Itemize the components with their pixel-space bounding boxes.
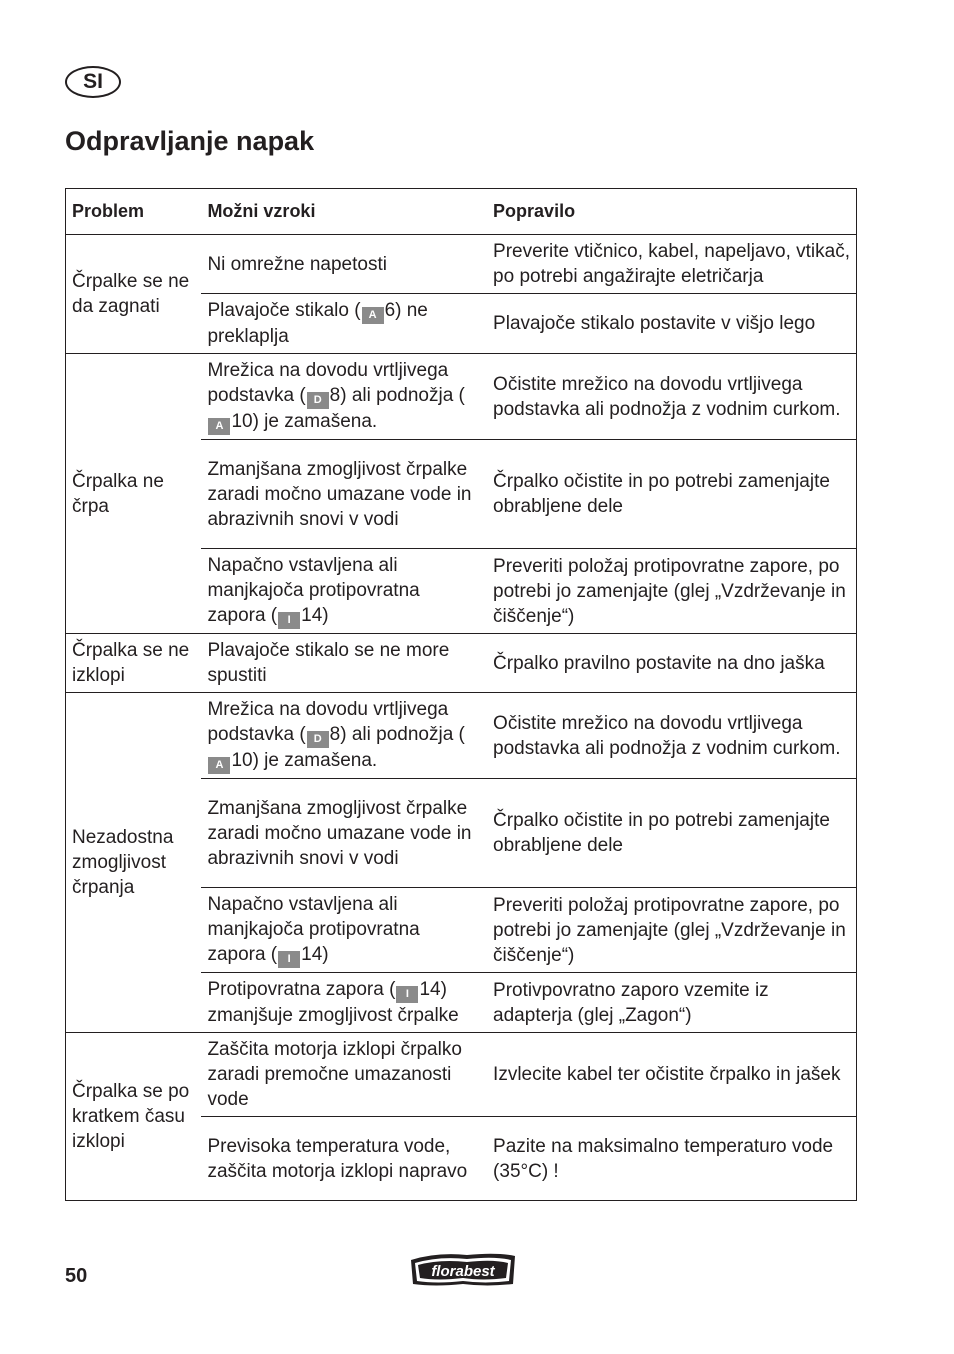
fix-cell: Črpalko pravilno postavite na dno jaška: [487, 634, 856, 693]
cause-cell: [201, 1033, 487, 1117]
cause-cell: [201, 693, 487, 779]
cause-text: 14): [301, 605, 329, 626]
cause-text: 8) ali podnožja (: [329, 724, 465, 745]
cause-cell: [201, 354, 487, 440]
problem-cell: Črpalka se po kratkem času izklopi: [66, 1033, 202, 1201]
cause-text: Napačno vstavljena ali manjkajoča protipovratna zapora (: [207, 894, 420, 965]
cause-text: 8) ali podnožja (: [329, 385, 465, 406]
cause-text: Ni omrežne napetosti: [207, 253, 387, 275]
fix-cell: Protivpovratno zaporo vzemite iz adapterja (glej „Zagon“): [487, 973, 856, 1033]
cause-text: Zaščita motorja izklopi črpalko zaradi premočne umazanosti vode: [207, 1039, 462, 1110]
figure-reference-icon: D: [307, 392, 329, 409]
page-title: Odpravljanje napak: [65, 126, 315, 156]
figure-reference-icon: A: [208, 418, 230, 435]
cause-text: Plavajoče stikalo se ne more spustiti: [207, 640, 450, 686]
cause-cell: [201, 294, 487, 354]
cause-cell: [201, 549, 487, 634]
table-row: [66, 235, 857, 294]
fix-cell: Plavajoče stikalo postavite v višjo lego: [487, 294, 856, 354]
problem-cell: Črpalke se ne da zagnati: [66, 235, 202, 354]
cause-text: Previsoka temperatura vode, zaščita motorja izklopi napravo: [207, 1135, 468, 1182]
cause-text: 14) zmanjšuje zmogljivost črpalke: [207, 979, 459, 1026]
problem-cell: Črpalka se ne izklopi: [66, 634, 202, 693]
table-row: [66, 693, 857, 779]
header-problem: Problem: [66, 189, 202, 235]
cause-text: 14): [301, 944, 329, 965]
header-fix: Popravilo: [487, 189, 856, 235]
cause-cell: [201, 973, 487, 1033]
fix-cell: Preveriti položaj protipovratne zapore, po potrebi jo zamenjajte (glej „Vzdrževanje in čiščenje“): [487, 549, 856, 634]
cause-cell: [201, 235, 487, 294]
fix-cell: Očistite mrežico na dovodu vrtljivega podstavka ali podnožja z vodnim curkom.: [487, 354, 856, 440]
cause-cell: [201, 634, 487, 693]
logo-text: florabest: [431, 1263, 495, 1280]
cause-cell: [201, 779, 487, 888]
troubleshooting-table: [65, 188, 857, 1201]
figure-reference-icon: A: [208, 757, 230, 774]
fix-cell: Očistite mrežico na dovodu vrtljivega podstavka ali podnožja z vodnim curkom.: [487, 693, 856, 779]
cause-text: 6) ne preklaplja: [207, 300, 428, 347]
fix-cell: Pazite na maksimalno temperaturo vode (35°C) !: [487, 1117, 856, 1201]
table-row: [66, 634, 857, 693]
florabest-logo: [407, 1246, 519, 1288]
fix-cell: Preverite vtičnico, kabel, napeljavo, vtikač, po potrebi angažirajte eletričarja: [487, 235, 856, 294]
cause-text: Mrežica na dovodu vrtljivega podstavka (: [207, 699, 449, 745]
figure-reference-icon: I: [278, 612, 300, 629]
cause-text: Napačno vstavljena ali manjkajoča protipovratna zapora (: [207, 555, 420, 626]
fix-cell: Črpalko očistite in po potrebi zamenjajte obrabljene dele: [487, 440, 856, 549]
cause-text: 10) je zamašena.: [231, 750, 378, 771]
figure-reference-icon: A: [362, 307, 384, 324]
cause-text: Protipovratna zapora (: [207, 979, 396, 1000]
cause-text: Mrežica na dovodu vrtljivega podstavka (: [207, 360, 449, 406]
figure-reference-icon: D: [307, 731, 329, 748]
cause-cell: [201, 440, 487, 549]
cause-text: 10) je zamašena.: [231, 411, 378, 432]
problem-cell: Nezadostna zmogljivost črpanja: [66, 693, 202, 1033]
figure-reference-icon: I: [396, 986, 418, 1003]
table-row: [66, 354, 857, 440]
cause-text: Plavajoče stikalo (: [207, 300, 361, 321]
header-cause: Možni vzroki: [201, 189, 487, 235]
fix-cell: Preveriti položaj protipovratne zapore, po potrebi jo zamenjajte (glej „Vzdrževanje in čiščenje“): [487, 888, 856, 973]
page-number: 50: [65, 1265, 88, 1287]
fix-cell: Črpalko očistite in po potrebi zamenjajte obrabljene dele: [487, 779, 856, 888]
cause-cell: [201, 1117, 487, 1201]
cause-cell: [201, 888, 487, 973]
table-header-row: [66, 189, 857, 235]
figure-reference-icon: I: [278, 951, 300, 968]
fix-cell: Izvlecite kabel ter očistite črpalko in jašek: [487, 1033, 856, 1117]
problem-cell: Črpalka ne črpa: [66, 354, 202, 634]
language-badge: SI: [65, 66, 121, 98]
cause-text: Zmanjšana zmogljivost črpalke zaradi močno umazane vode in abrazivnih snovi v vodi: [207, 797, 472, 869]
table-row: [66, 1033, 857, 1117]
cause-text: Zmanjšana zmogljivost črpalke zaradi močno umazane vode in abrazivnih snovi v vodi: [207, 458, 472, 530]
